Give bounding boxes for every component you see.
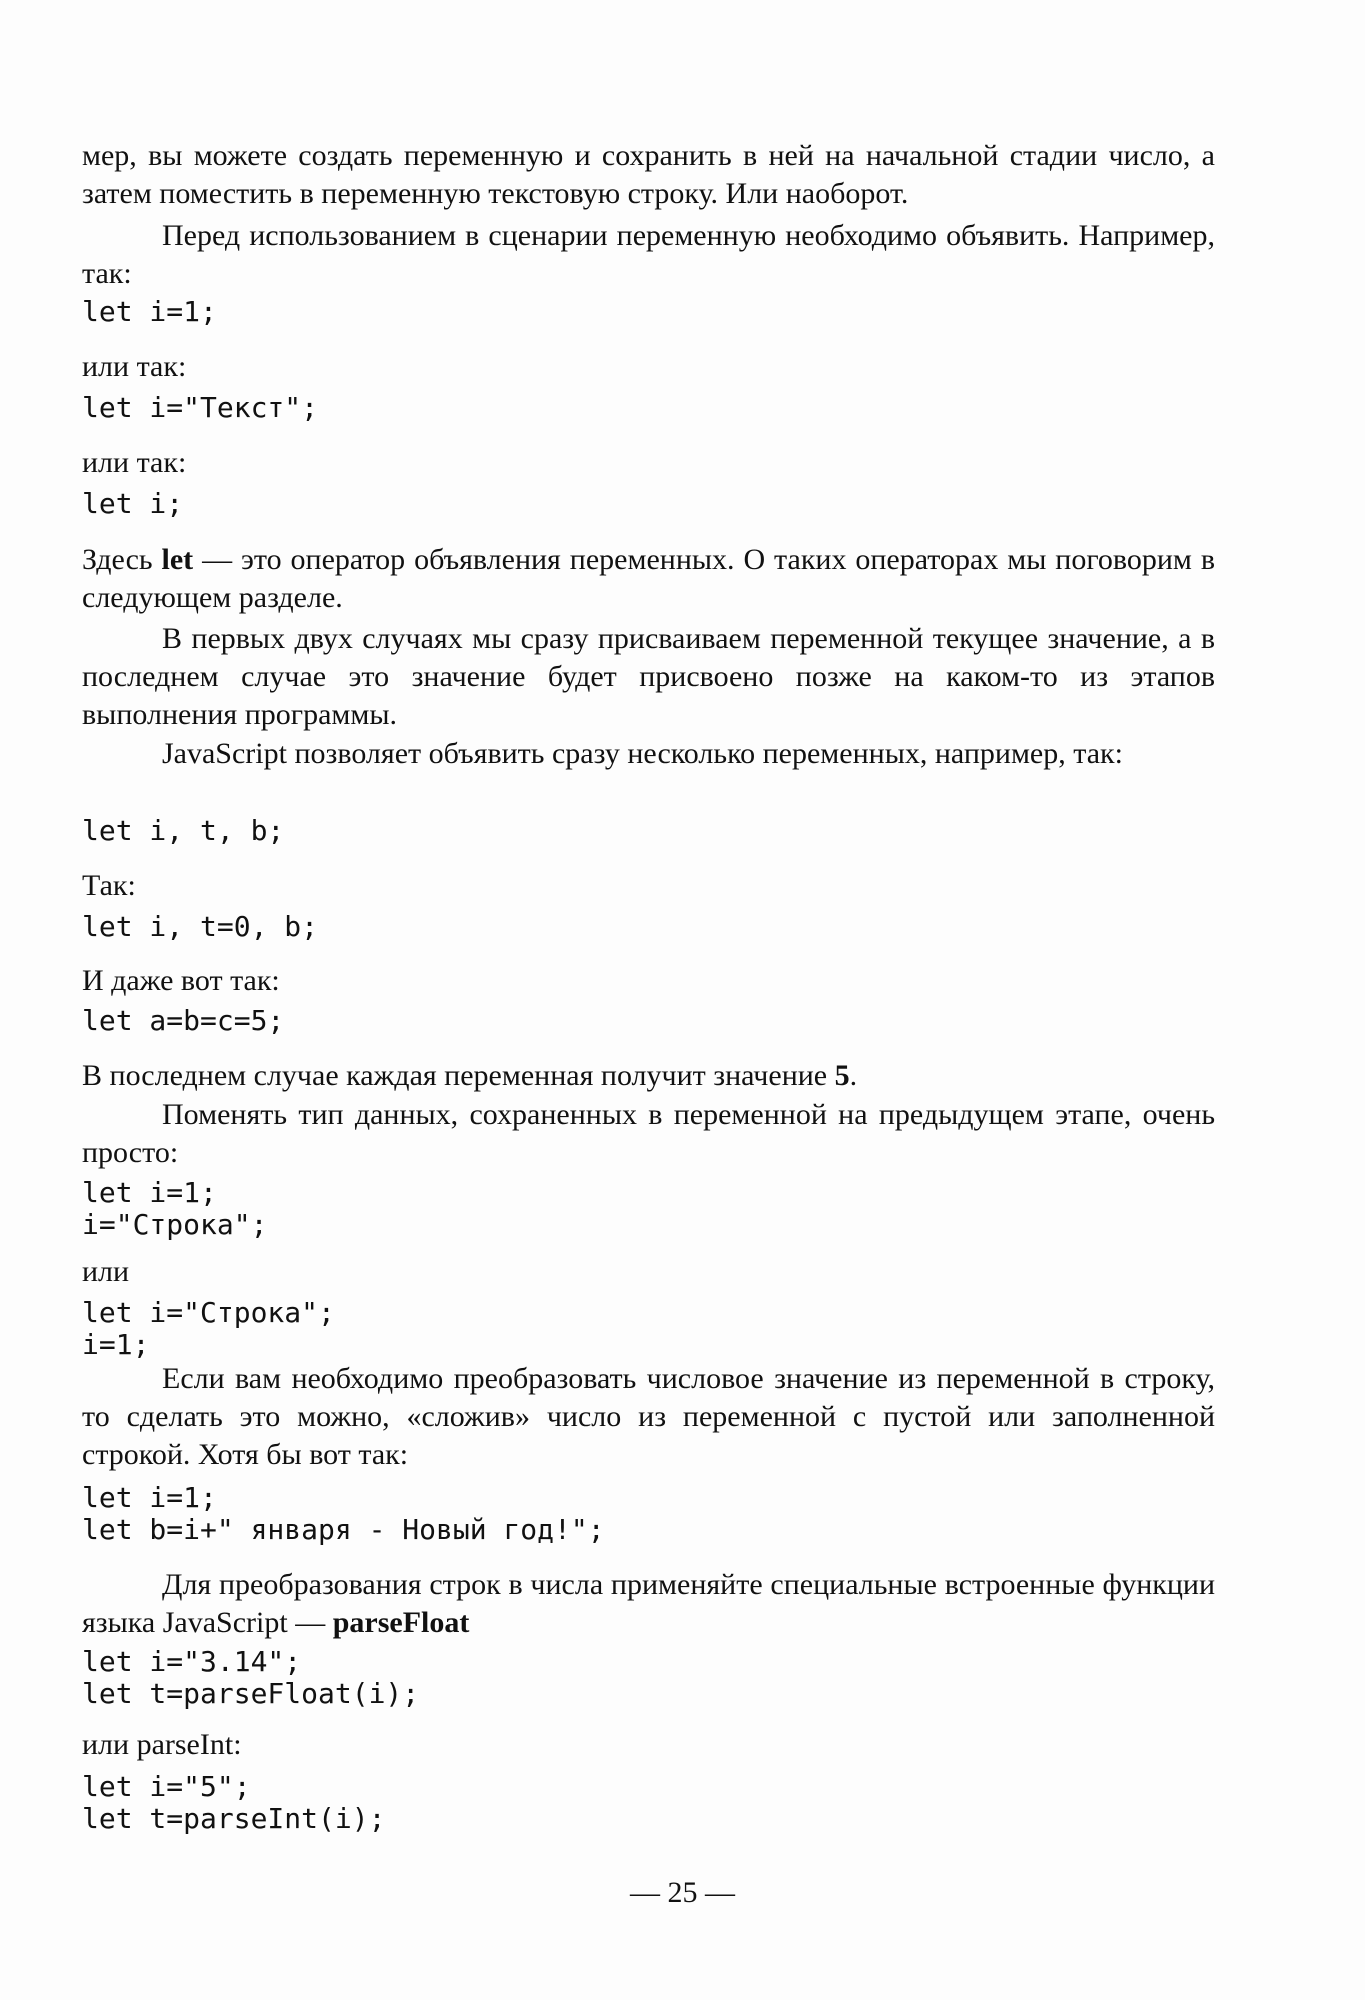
code-parsefloat: let i="3.14"; let t=parseFloat(i); bbox=[82, 1645, 420, 1710]
paragraph-parse-functions bbox=[82, 1566, 1215, 1642]
label-or: или bbox=[82, 1255, 130, 1288]
text-run: Здесь bbox=[82, 543, 162, 576]
code-number-to-string: let i=1; i="Строка"; bbox=[82, 1176, 268, 1241]
code-let-text: let i="Текст"; bbox=[82, 391, 319, 424]
code-let-number: let i=1; bbox=[82, 295, 217, 328]
label-or-like-this-1: или так: bbox=[82, 350, 187, 383]
paragraph-multiple-vars: JavaScript позволяет объявить сразу несколько переменных, например, так: bbox=[162, 737, 1123, 770]
text-run: В последнем случае каждая переменная получит значение bbox=[82, 1059, 835, 1092]
code-let-multiple-init: let i, t=0, b; bbox=[82, 910, 319, 943]
function-parsefloat: parseFloat bbox=[332, 1606, 470, 1639]
paragraph-let-operator bbox=[82, 541, 1215, 617]
paragraph-first-two-cases: В первых двух случаях мы сразу присваиваем переменной текущее значение, а в последнем случае это значение будет присвоено позже на каком-то из этапов выполнения программы. bbox=[82, 622, 1215, 731]
keyword-let: let bbox=[161, 543, 194, 576]
label-like-this: Так: bbox=[82, 869, 136, 902]
code-let-multiple: let i, t, b; bbox=[82, 814, 285, 847]
text-run: — это оператор объявления переменных. О таких операторах мы поговорим в следующем разделе. bbox=[82, 543, 1215, 614]
code-concat-string: let i=1; let b=i+" января - Новый год!"; bbox=[82, 1481, 605, 1546]
paragraph-convert-to-string: Если вам необходимо преобразовать числовое значение из переменной в строку, то сделать это можно, «сложив» число из переменной с пустой или заполненной строкой. Хотя бы вот так: bbox=[82, 1362, 1215, 1471]
code-let-empty: let i; bbox=[82, 487, 184, 520]
code-let-chain: let a=b=c=5; bbox=[82, 1004, 285, 1037]
label-or-like-this-2: или так: bbox=[82, 446, 187, 479]
page-number: — 25 — bbox=[630, 1876, 735, 1909]
label-or-parseint: или parseInt: bbox=[82, 1728, 242, 1761]
paragraph-change-type: Поменять тип данных, сохраненных в переменной на предыдущем этапе, очень просто: bbox=[82, 1098, 1215, 1169]
value-five: 5 bbox=[834, 1059, 850, 1092]
label-even-like-this: И даже вот так: bbox=[82, 964, 280, 997]
paragraph-value-five bbox=[82, 1057, 1215, 1095]
text-run: Для преобразования строк в числа применяйте специальные встроенные функции языка JavaScript — bbox=[82, 1568, 1215, 1639]
code-string-to-number: let i="Строка"; i=1; bbox=[82, 1296, 335, 1361]
code-parseint: let i="5"; let t=parseInt(i); bbox=[82, 1770, 386, 1835]
paragraph-declare-before-use: Перед использованием в сценарии переменную необходимо объявить. Например, так: bbox=[82, 219, 1215, 290]
text-run: . bbox=[849, 1059, 858, 1092]
paragraph-continuation: мер, вы можете создать переменную и сохранить в ней на начальной стадии число, а затем поместить в переменную текстовую строку. Или наоборот. bbox=[82, 139, 1215, 210]
